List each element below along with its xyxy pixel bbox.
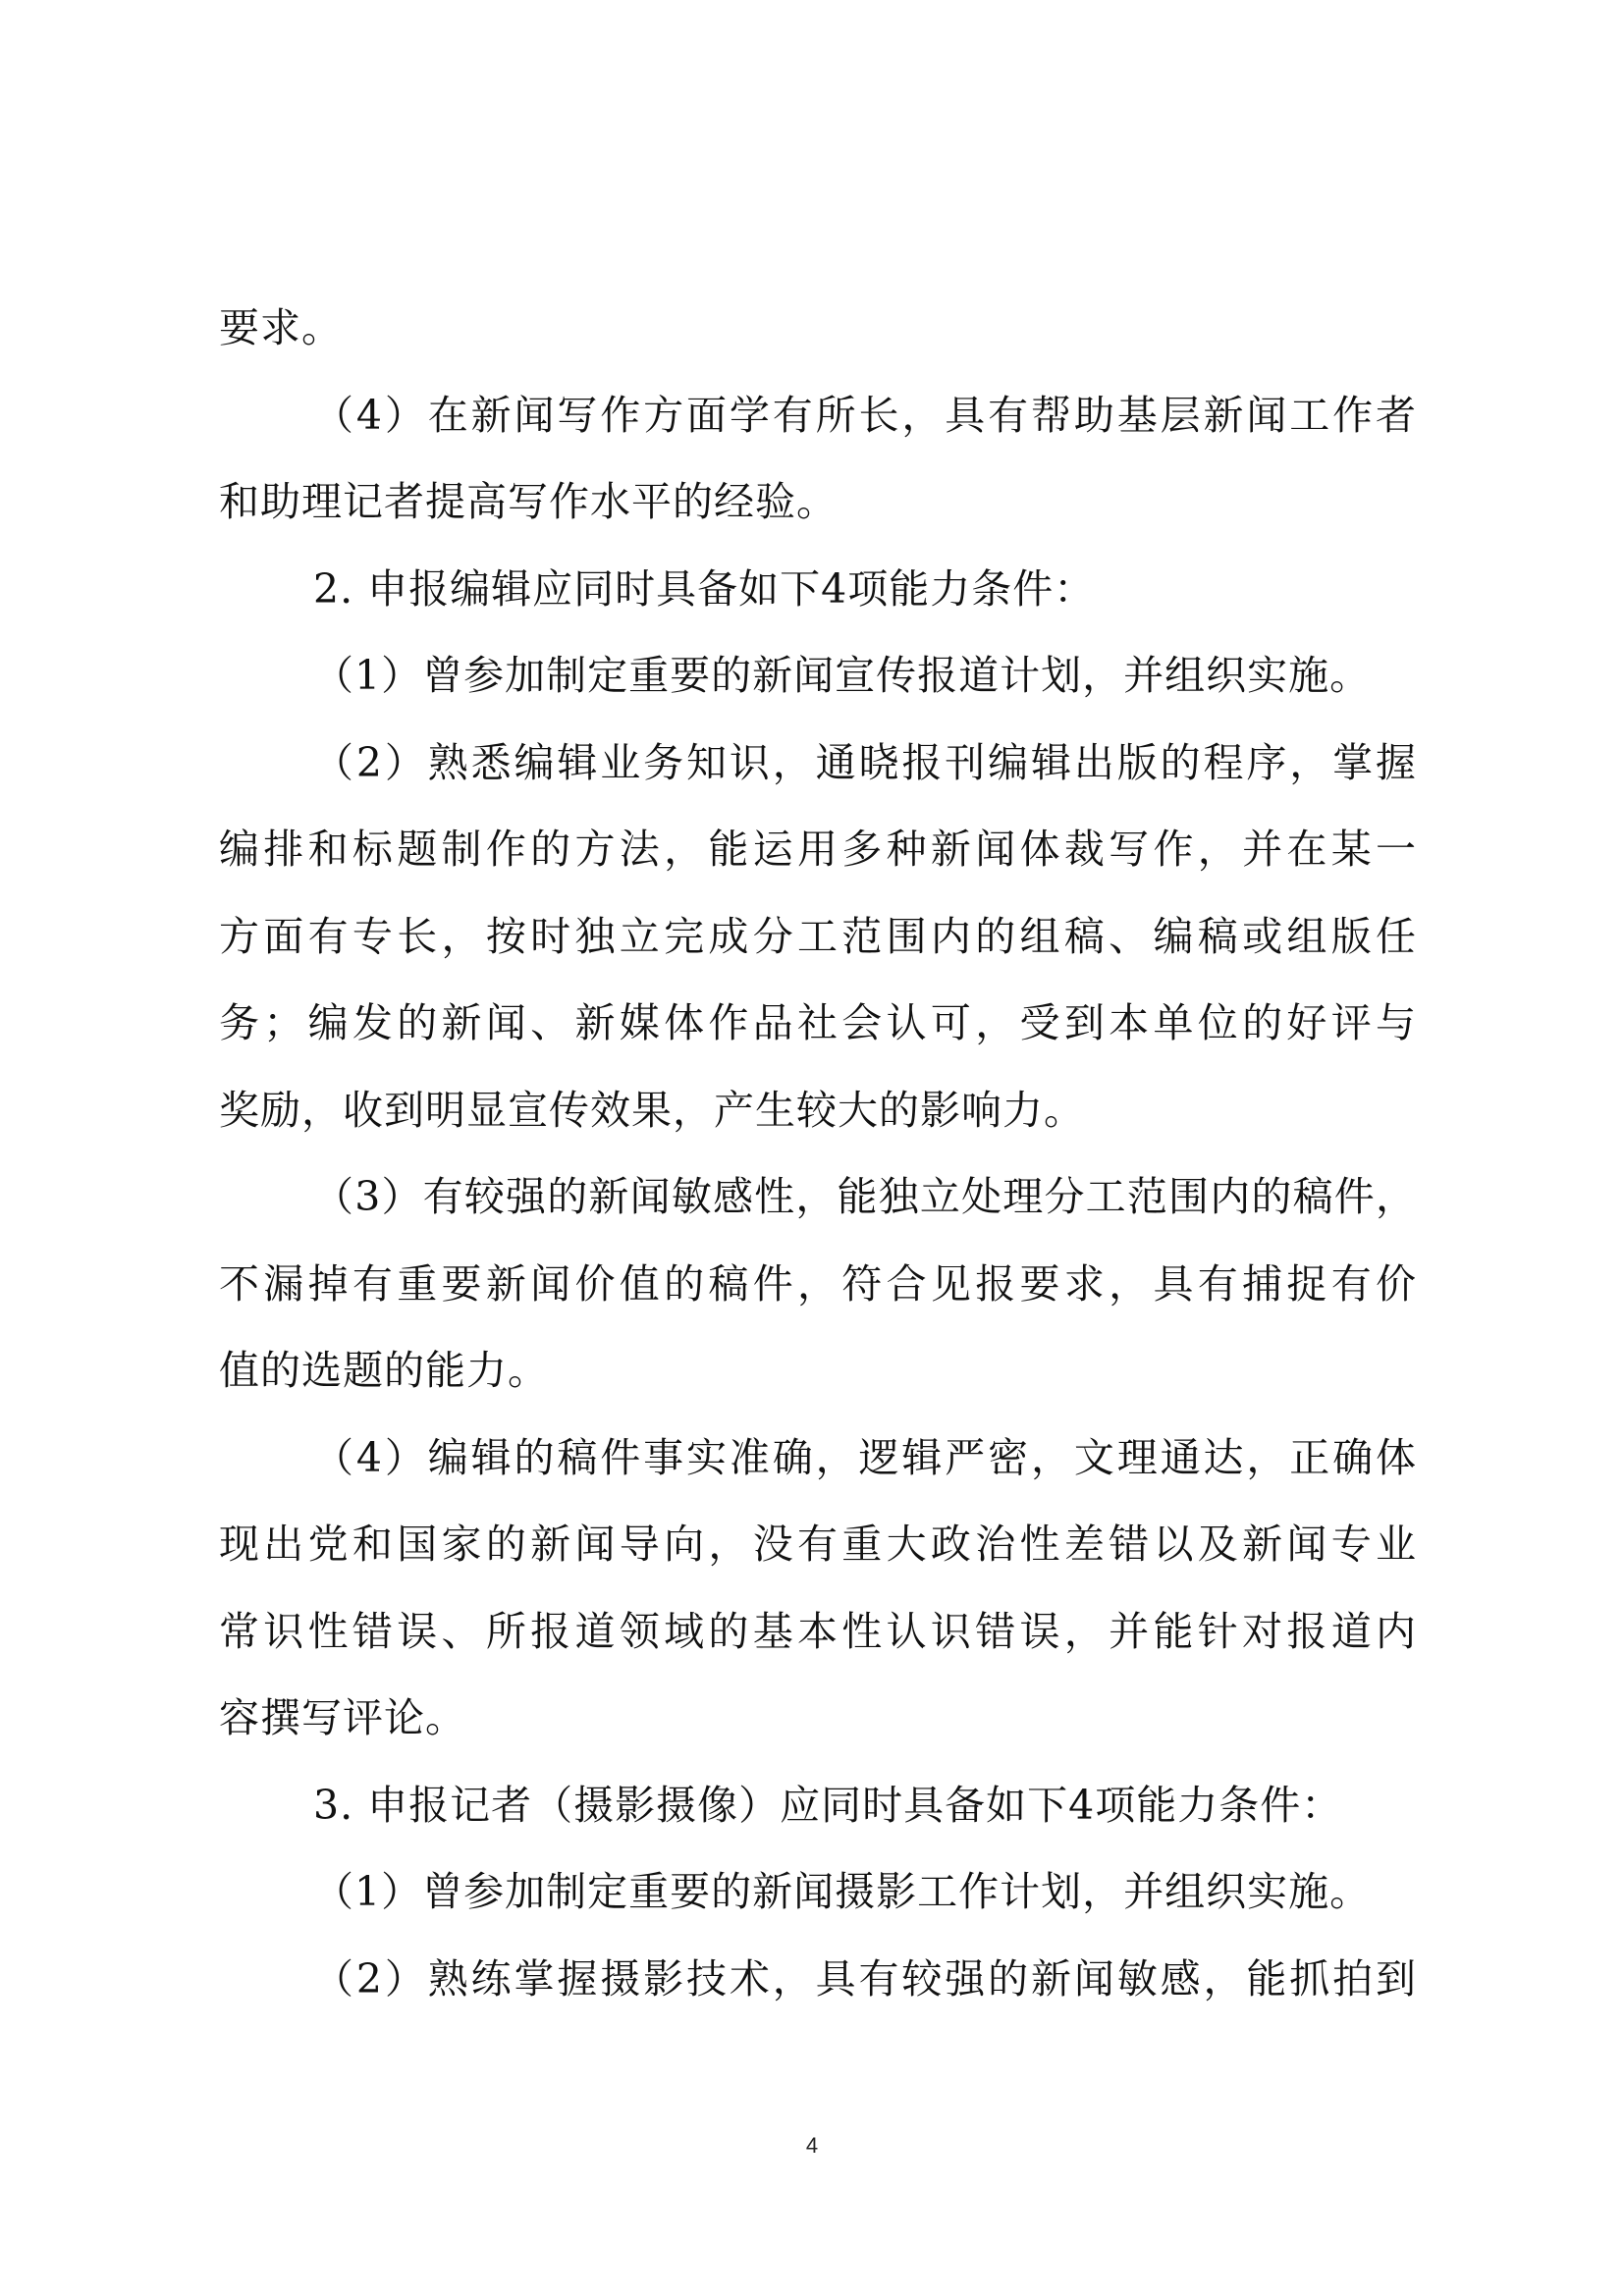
page-number: 4 [805, 2133, 819, 2158]
text-line: （1）曾参加制定重要的新闻宣传报道计划，并组织实施。 [313, 652, 1372, 699]
text-line: 奖励，收到明显宣传效果，产生较大的影响力。 [219, 1086, 1085, 1134]
section-heading-photojournalist: 3. 申报记者（摄影摄像）应同时具备如下4项能力条件： [313, 1781, 1343, 1829]
text-line: 要求。 [219, 304, 343, 351]
text-line: 编排和标题制作的方法，能运用多种新闻体裁写作，并在某一 [219, 826, 1417, 873]
text-line: 容撰写评论。 [219, 1694, 466, 1741]
text-line: （4）编辑的稿件事实准确，逻辑严密，文理通达，正确体 [313, 1433, 1417, 1481]
text-line: 现出党和国家的新闻导向，没有重大政治性差错以及新闻专业 [219, 1521, 1417, 1568]
text-line: 值的选题的能力。 [219, 1347, 549, 1394]
text-line: （4）在新闻写作方面学有所长，具有帮助基层新闻工作者 [313, 391, 1417, 439]
text-line: 和助理记者提高写作水平的经验。 [219, 478, 838, 525]
text-line: （2）熟悉编辑业务知识，通晓报刊编辑出版的程序，掌握 [313, 738, 1417, 786]
section-heading-editor: 2. 申报编辑应同时具备如下4项能力条件： [313, 564, 1096, 613]
body-text [219, 285, 1417, 2022]
text-line: 务；编发的新闻、新媒体作品社会认可，受到本单位的好评与 [219, 999, 1417, 1046]
text-line: 常识性错误、所报道领域的基本性认识错误，并能针对报道内 [219, 1607, 1417, 1655]
text-line: 不漏掉有重要新闻价值的稿件，符合见报要求，具有捕捉有价 [219, 1259, 1417, 1308]
text-line: 方面有专长，按时独立完成分工范围内的组稿、编稿或组版任 [219, 912, 1417, 960]
text-line: （1）曾参加制定重要的新闻摄影工作计划，并组织实施。 [313, 1868, 1372, 1915]
text-line: （3）有较强的新闻敏感性，能独立处理分工范围内的稿件， [313, 1173, 1417, 1220]
text-line: （2）熟练掌握摄影技术，具有较强的新闻敏感，能抓拍到 [313, 1954, 1417, 2002]
